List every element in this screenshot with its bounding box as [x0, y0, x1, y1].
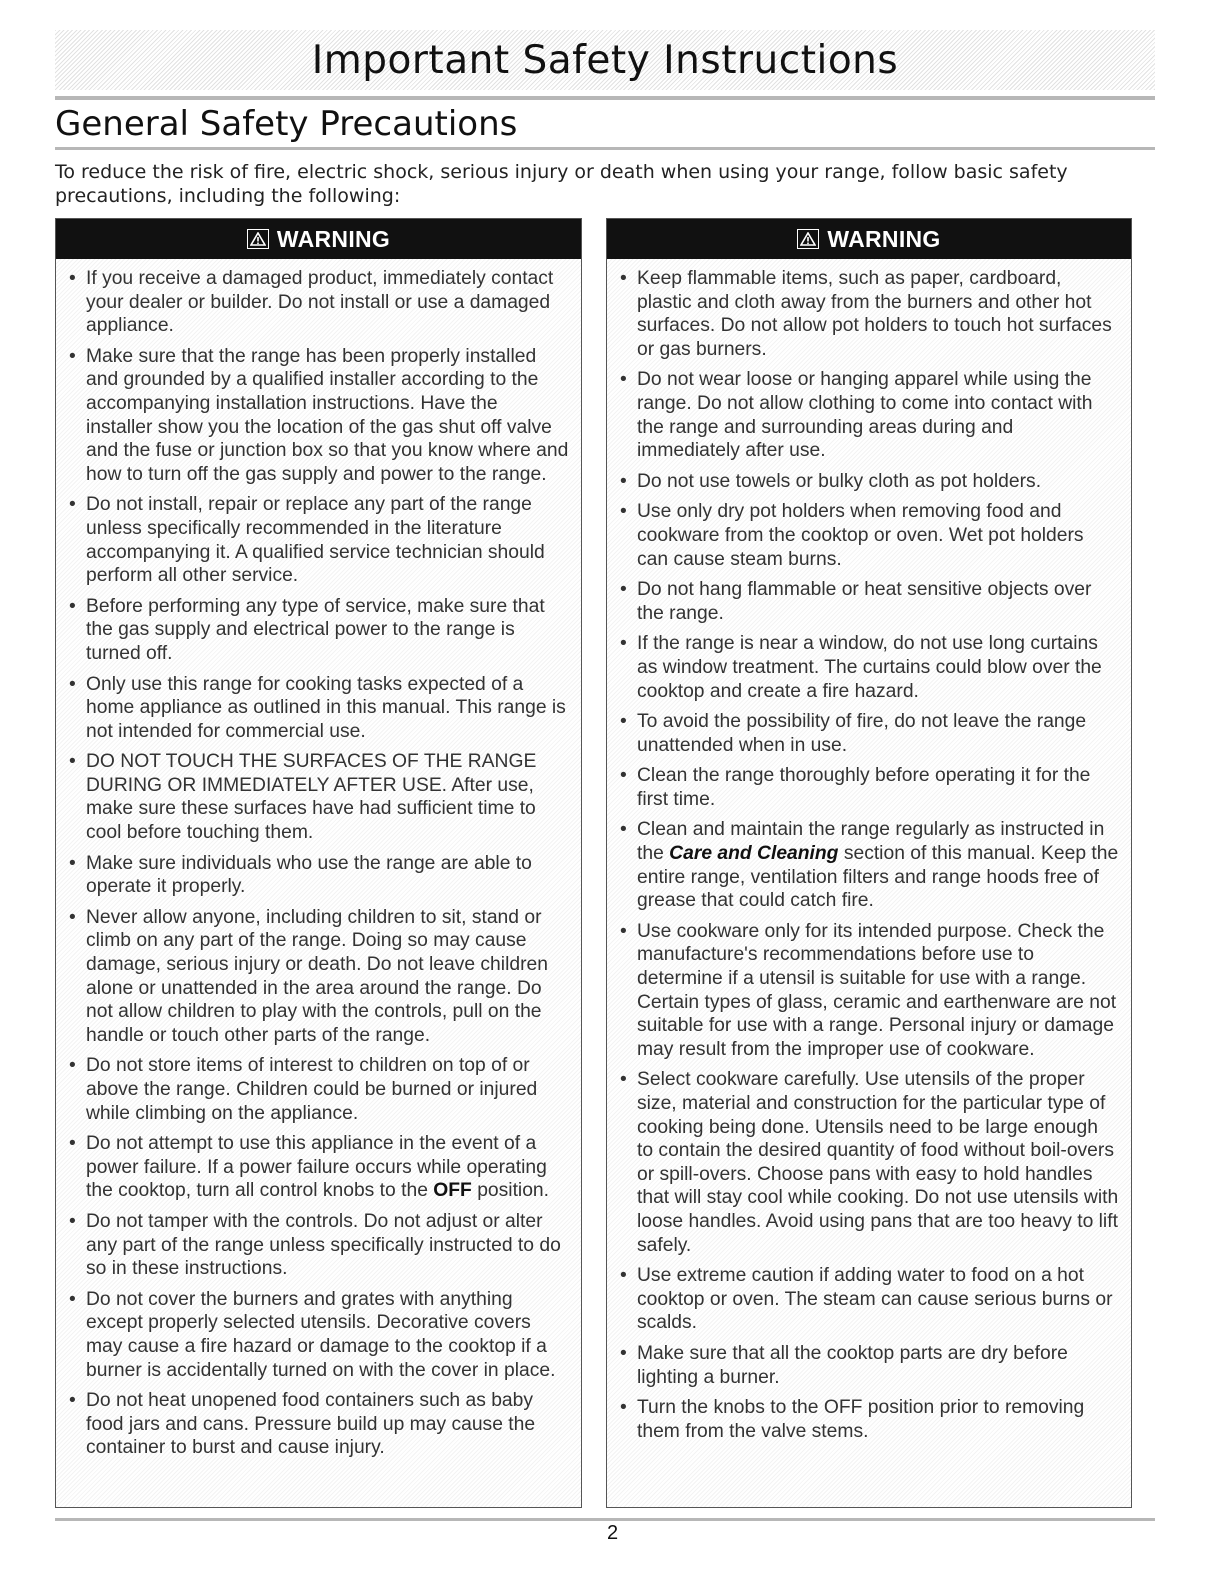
bullet-icon: •: [620, 711, 627, 733]
warning-list-left-body: [56, 259, 581, 1507]
warning-header-left: [56, 219, 581, 259]
header-divider: [55, 96, 1155, 100]
bullet-icon: •: [69, 1133, 76, 1155]
bullet-icon: •: [620, 369, 627, 391]
warning-item: [66, 906, 569, 1048]
item-text: Do not store items of interest to children on top of or above the range. Children could be burned or injured while climbing on the appliance.: [86, 1055, 538, 1124]
item-text: Select cookware carefully. Use utensils of the proper size, material and construction for the particular type of cooking being done. Utensils need to be large enough to contain the desired quantity of food without boil-overs or spill-overs. Choose pans with easy to hold handles that will stay cool while cooking. Do not use utensils with loose handles. Avoid using pans that are too heavy to lift safely.: [637, 1069, 1119, 1256]
bullet-icon: •: [620, 501, 627, 523]
warning-item: [617, 267, 1119, 361]
emphasis-text: Care and Cleaning: [669, 843, 839, 865]
bullet-icon: •: [620, 470, 627, 492]
bullet-icon: •: [620, 1265, 627, 1287]
item-text: Use cookware only for its intended purpose. Check the manufacture's recommendations before use to determine if a utensil is suitable for use with a range. Certain types of glass, ceramic and earthenware are not suitable for use with a range. Personal injury or damage may result from the improper use of cookware.: [637, 920, 1117, 1060]
item-text: Use only dry pot holders when removing food and cookware from the cooktop or oven. Wet pot holders can cause steam burns.: [637, 501, 1084, 570]
item-text: Before performing any type of service, make sure that the gas supply and electrical power to the range is turned off.: [86, 595, 545, 664]
item-text: Clean the range thoroughly before operating it for the first time.: [637, 765, 1091, 810]
item-text: If the range is near a window, do not use long curtains as window treatment. The curtains could blow over the cooktop and create a fire hazard.: [637, 633, 1102, 702]
warning-label: WARNING: [276, 225, 391, 252]
item-text: Only use this range for cooking tasks expected of a home appliance as outlined in this manual. This range is not intended for commercial use.: [86, 673, 566, 742]
warning-item: [66, 750, 569, 844]
bullet-icon: •: [620, 579, 627, 601]
item-text: Do not use towels or bulky cloth as pot holders.: [637, 470, 1042, 492]
bullet-icon: •: [620, 633, 627, 655]
warning-label: WARNING: [827, 225, 941, 252]
warning-item: [66, 1210, 569, 1281]
warning-item: [66, 1288, 569, 1382]
bullet-icon: •: [69, 852, 76, 874]
warning-box-left: [55, 218, 582, 1508]
warning-item: [66, 595, 569, 666]
item-text: Do not heat unopened food containers such as baby food jars and cans. Pressure build up may cause the container to burst and cause injury.: [86, 1390, 536, 1459]
section-title: General Safety Precautions: [55, 104, 518, 144]
intro-paragraph: To reduce the risk of fire, electric shock, serious injury or death when using your range, follow basic safety precautions, including the following:: [55, 161, 1068, 207]
item-text: Never allow anyone, including children to sit, stand or climb on any part of the range. Doing so may cause damage, serious injury or death. Do not leave children alone or unattended in the area around the range. Do not allow children to play with the controls, pull on the handle or touch other parts of the range.: [86, 906, 548, 1046]
item-text: Do not install, repair or replace any part of the range unless specifically recommended in the literature accompanying it. A qualified service technician should perform all other service.: [86, 494, 545, 587]
warning-item: [66, 673, 569, 744]
bullet-icon: •: [69, 268, 76, 289]
bullet-icon: •: [69, 494, 76, 516]
item-text: Make sure that the range has been properly installed and grounded by a qualified installer according to the accompanying installation instructions. Have the installer show you the location of the gas shut off valve and the fuse or junction box so that you know where and how to turn off the gas supply and power to the range.: [86, 345, 569, 485]
warning-item: [617, 1342, 1119, 1389]
bullet-icon: •: [69, 1055, 76, 1077]
bullet-icon: •: [620, 1069, 627, 1091]
item-text: Keep flammable items, such as paper, cardboard, plastic and cloth away from the burners and other hot surfaces. Do not allow pot holders to touch hot surfaces or gas burners.: [637, 268, 1112, 360]
warning-item: [617, 632, 1119, 703]
item-text: Do not wear loose or hanging apparel while using the range. Do not allow clothing to come into contact with the range and surrounding areas during and immediately after use.: [637, 369, 1093, 462]
warning-item: [617, 1396, 1119, 1443]
bullet-icon: •: [69, 345, 76, 367]
warning-item: [66, 345, 569, 487]
bullet-icon: •: [69, 673, 76, 695]
bullet-icon: •: [620, 268, 627, 289]
footer-divider: [55, 1518, 1155, 1521]
item-text: Do not tamper with the controls. Do not adjust or alter any part of the range unless specifically instructed to do so in these instructions.: [86, 1210, 561, 1280]
bullet-icon: •: [620, 1342, 627, 1364]
warning-item: [617, 764, 1119, 811]
item-text: To avoid the possibility of fire, do not leave the range unattended when in use.: [637, 711, 1087, 756]
warning-item: [617, 818, 1119, 912]
item-text: DO NOT TOUCH THE SURFACES OF THE RANGE DURING OR IMMEDIATELY AFTER USE. After use, make sure these surfaces have had sufficient time to cool before touching them.: [86, 751, 537, 844]
bullet-icon: •: [69, 1288, 76, 1310]
warning-triangle-icon: [797, 229, 819, 249]
warning-item: [66, 267, 569, 338]
warning-item: [66, 1054, 569, 1125]
item-text: Make sure that all the cooktop parts are dry before lighting a burner.: [637, 1342, 1068, 1388]
bullet-icon: •: [69, 751, 76, 773]
bullet-icon: •: [69, 906, 76, 928]
bullet-icon: •: [69, 595, 76, 617]
emphasis-text: OFF: [433, 1180, 472, 1202]
item-text: If you receive a damaged product, immediately contact your dealer or builder. Do not install or use a damaged appliance.: [86, 268, 554, 337]
bullet-icon: •: [620, 765, 627, 787]
section-divider: [55, 147, 1155, 150]
item-text: position.: [471, 1180, 550, 1202]
warning-item: [617, 368, 1119, 462]
warning-list-right-body: [607, 259, 1131, 1507]
warning-list-left: [66, 267, 569, 1460]
warning-item: [66, 1132, 569, 1203]
warning-header-right: [607, 219, 1131, 259]
warning-item: [617, 500, 1119, 571]
bullet-icon: •: [620, 819, 627, 841]
warning-box-right: [606, 218, 1132, 1508]
item-text: Do not hang flammable or heat sensitive objects over the range.: [637, 579, 1092, 624]
warning-item: [617, 920, 1119, 1062]
warning-list-right: [617, 267, 1119, 1443]
warning-item: [617, 1068, 1119, 1257]
item-text: Turn the knobs to the OFF position prior to removing them from the valve stems.: [637, 1397, 1085, 1442]
item-text: Make sure individuals who use the range are able to operate it properly.: [86, 852, 532, 898]
warning-item: [66, 852, 569, 899]
bullet-icon: •: [620, 1397, 627, 1419]
warning-item: [617, 578, 1119, 625]
page-header-banner: [55, 30, 1155, 90]
page-number: 2: [606, 1522, 619, 1544]
warning-item: [66, 493, 569, 587]
item-text: Do not cover the burners and grates with anything except properly selected utensils. Decorative covers may cause a fire hazard or damage to the cooktop if a burner is accidentally turned on with the cover in place.: [86, 1288, 556, 1381]
warning-item: [617, 1264, 1119, 1335]
item-text: Do not attempt to use this appliance in the event of a power failure. If a power failure occurs while operating the cooktop, turn all control knobs to the: [86, 1133, 547, 1202]
item-text: Use extreme caution if adding water to food on a hot cooktop or oven. The steam can cause serious burns or scalds.: [637, 1265, 1113, 1334]
item-text: Clean and maintain the range regularly as instructed in the: [637, 819, 1105, 865]
warning-triangle-icon: [247, 229, 269, 249]
bullet-icon: •: [620, 920, 627, 942]
bullet-icon: •: [69, 1390, 76, 1412]
warning-item: [617, 470, 1119, 494]
bullet-icon: •: [69, 1210, 76, 1232]
page-title: Important Safety Instructions: [311, 37, 899, 83]
warning-item: [617, 710, 1119, 757]
item-text: section of this manual. Keep the entire range, ventilation filters and range hoods free of grease that could catch fire.: [637, 843, 1119, 912]
warning-item: [66, 1389, 569, 1460]
